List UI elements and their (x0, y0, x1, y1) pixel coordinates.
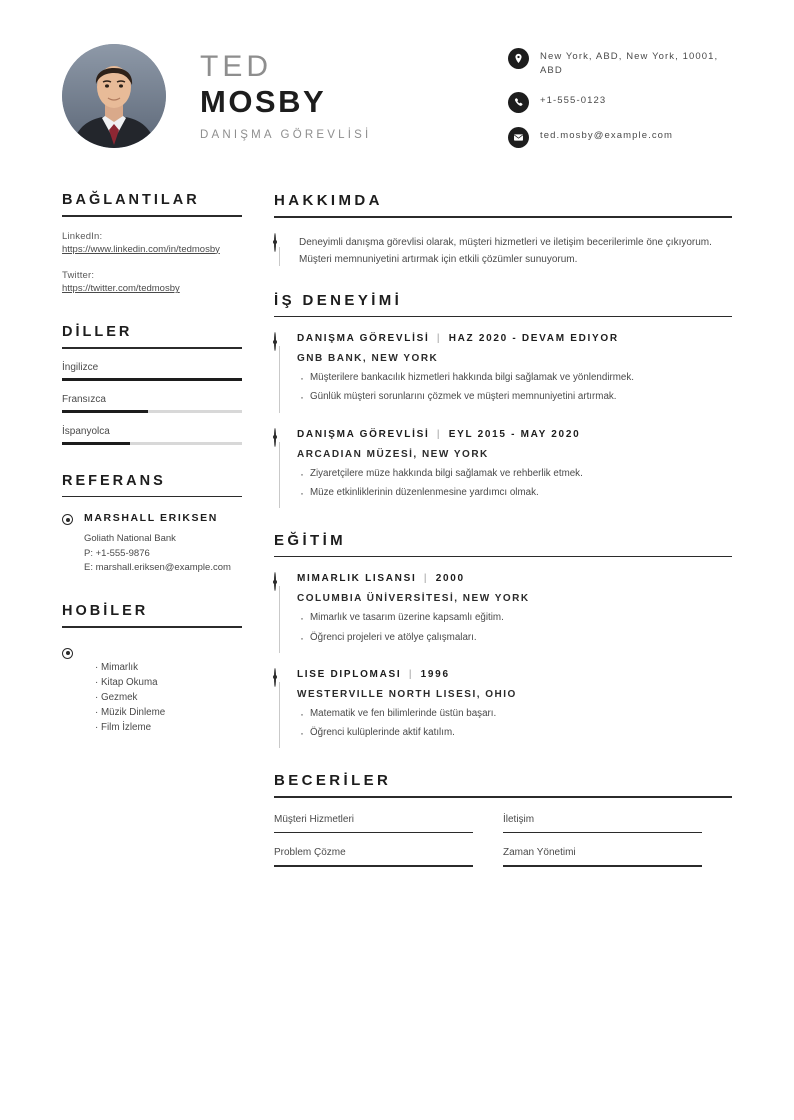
list-item: · Mimarlık ve tasarım üzerine kapsamlı eğitim. (297, 610, 732, 625)
reference-details (84, 532, 242, 575)
experience-entry (274, 429, 732, 508)
about-title: HAKKIMDA (274, 192, 383, 209)
section-education (274, 532, 732, 748)
skill-rule (274, 865, 473, 866)
skills-rule (274, 796, 732, 798)
section-reference (62, 473, 242, 575)
list-item: · Müşterilere bankacılık hizmetleri hakkında bilgi sağlamak ve yönlendirmek. (297, 370, 732, 385)
link-item (62, 270, 242, 296)
about-body (274, 234, 732, 268)
reference-company: Goliath National Bank (84, 533, 176, 545)
contact-phone: +1-555-0123 (540, 94, 607, 106)
location-pin-icon (508, 48, 529, 69)
experience-entry-body (297, 333, 732, 412)
skill-item (503, 814, 732, 833)
contact-row-email (508, 127, 732, 148)
section-hobbies (62, 603, 242, 735)
resume-header (62, 34, 732, 166)
about-marker (274, 234, 287, 268)
education-entry-body (297, 669, 732, 748)
experience-org: ARCADIAN MÜZESİ, NEW YORK (297, 448, 489, 460)
education-date: 1996 (420, 668, 450, 680)
skill-rule (503, 865, 702, 866)
list-item: · Müze etkinliklerinin düzenlenmesine yardımcı olmak. (297, 485, 732, 500)
experience-timeline (274, 333, 732, 508)
section-links (62, 192, 242, 296)
education-entry (274, 573, 732, 652)
section-languages (62, 324, 242, 445)
bullet-dot-icon (274, 668, 276, 687)
resume-body (62, 192, 732, 905)
language-name: Fransızca (62, 393, 106, 405)
experience-date: HAZ 2020 - DEVAM EDIYOR (448, 333, 619, 345)
skill-item (503, 847, 732, 866)
list-item: · Film İzleme (95, 720, 165, 735)
education-rule (274, 556, 732, 558)
education-entry (274, 669, 732, 748)
contact-row-location (508, 48, 732, 78)
links-rule (62, 215, 242, 217)
reference-name: MARSHALL ERIKSEN (84, 512, 218, 525)
right-column (274, 192, 732, 905)
list-item: · Öğrenci projeleri ve atölye çalışmaları. (297, 630, 732, 645)
timeline-marker (274, 429, 285, 508)
list-item: · Gezmek (95, 690, 165, 705)
link-label: LinkedIn: (62, 230, 103, 242)
education-bullets (297, 610, 732, 644)
experience-title: İŞ DENEYİMİ (274, 291, 403, 309)
languages-rule (62, 347, 242, 349)
list-item: · Öğrenci kulüplerinde aktif katılım. (297, 725, 732, 740)
list-item: · Kitap Okuma (95, 675, 165, 690)
reference-title: REFERANS (62, 472, 166, 489)
skill-item (274, 847, 503, 866)
last-name: MOSBY (200, 83, 327, 119)
education-heading: LISE DIPLOMASI | 1996 (297, 668, 450, 680)
contact-block (508, 44, 732, 148)
hobbies-body (62, 646, 242, 736)
bullet-dot-icon (274, 572, 276, 591)
phone-icon (508, 92, 529, 113)
reference-email: E: marshall.eriksen@example.com (84, 561, 231, 573)
list-item: · Ziyaretçilere müze hakkında bilgi sağlamak ve rehberlik etmek. (297, 466, 732, 481)
experience-entry-body (297, 429, 732, 508)
reference-phone: P: +1-555-9876 (84, 547, 150, 559)
job-title: DANIŞMA GÖREVLİSİ (200, 128, 372, 141)
experience-bullets (297, 466, 732, 500)
skill-name: İletişim (503, 813, 535, 825)
skills-title: BECERİLER (274, 772, 392, 790)
skill-rule (274, 832, 473, 833)
language-name: İngilizce (62, 361, 99, 373)
language-item (62, 362, 242, 381)
education-school: COLUMBIA ÜNİVERSİTESİ, NEW YORK (297, 593, 530, 605)
list-item: · Matematik ve fen bilimlerinde üstün başarı. (297, 706, 732, 721)
bullet-dot-icon (62, 648, 73, 659)
section-about (274, 192, 732, 268)
list-item: · Müzik Dinleme (95, 705, 165, 720)
reference-entry (62, 512, 242, 525)
experience-bullets (297, 370, 732, 404)
experience-rule (274, 316, 732, 318)
experience-heading: DANIŞMA GÖREVLİSİ | EYL 2015 - MAY 2020 (297, 428, 581, 440)
name-block (200, 51, 458, 140)
languages-title: DİLLER (62, 324, 133, 341)
education-school: WESTERVILLE NORTH LISESI, OHIO (297, 688, 517, 700)
contact-location: New York, ABD, New York, 10001, ABD (540, 51, 719, 76)
skill-rule (503, 832, 702, 833)
experience-date: EYL 2015 - MAY 2020 (448, 428, 581, 440)
language-level-bar (62, 442, 242, 445)
bullet-dot-icon (274, 332, 276, 351)
section-experience (274, 292, 732, 508)
list-item: · Mimarlık (95, 660, 165, 675)
experience-heading: DANIŞMA GÖREVLİSİ | HAZ 2020 - DEVAM EDIYOR (297, 333, 619, 345)
bullet-dot-icon (274, 233, 276, 252)
language-level-bar (62, 378, 242, 381)
timeline-marker (274, 333, 285, 412)
contact-row-phone (508, 92, 732, 113)
education-bullets (297, 706, 732, 740)
avatar-photo (62, 44, 166, 148)
experience-role: DANIŞMA GÖREVLİSİ (297, 333, 430, 345)
hobby-list (95, 660, 165, 736)
links-title: BAĞLANTILAR (62, 192, 200, 208)
link-label: Twitter: (62, 270, 95, 282)
envelope-icon (508, 127, 529, 148)
language-item (62, 426, 242, 445)
education-heading: MIMARLIK LISANSI | 2000 (297, 573, 465, 585)
skills-grid (274, 814, 732, 881)
experience-role: DANIŞMA GÖREVLİSİ (297, 428, 430, 440)
education-degree: MIMARLIK LISANSI (297, 573, 417, 585)
list-item: · Günlük müşteri sorunlarını çözmek ve müşteri memnuniyetini artırmak. (297, 389, 732, 404)
first-name: TED (200, 50, 272, 84)
timeline-marker (274, 669, 285, 748)
language-item (62, 394, 242, 413)
education-title: EĞİTİM (274, 531, 347, 549)
timeline-marker (274, 573, 285, 652)
linkedin-link[interactable]: https://www.linkedin.com/in/tedmosby (62, 243, 220, 255)
skill-name: Problem Çözme (274, 847, 346, 859)
bullet-dot-icon (62, 514, 73, 525)
language-level-bar (62, 410, 242, 413)
hobbies-rule (62, 626, 242, 628)
link-item (62, 231, 242, 257)
hobbies-title: HOBİLER (62, 603, 149, 620)
skill-name: Müşteri Hizmetleri (274, 813, 355, 825)
education-entry-body (297, 573, 732, 652)
avatar (62, 44, 166, 148)
education-date: 2000 (435, 573, 465, 585)
skill-item (274, 814, 503, 833)
reference-rule (62, 496, 242, 498)
contact-email: ted.mosby@example.com (540, 129, 674, 141)
education-timeline (274, 573, 732, 748)
experience-org: GNB BANK, NEW YORK (297, 353, 439, 365)
education-degree: LISE DIPLOMASI (297, 668, 402, 680)
section-skills (274, 772, 732, 880)
skill-name: Zaman Yönetimi (503, 847, 576, 859)
bullet-dot-icon (274, 428, 276, 447)
about-rule (274, 216, 732, 218)
about-text: Deneyimli danışma görevlisi olarak, müşteri hizmetleri ve iletişim becerilerimle öne çıkıyorum. Müşteri memnuniyetini artırmak için etkili çözümler sunuyorum. (299, 236, 712, 265)
left-column (62, 192, 242, 905)
twitter-link[interactable]: https://twitter.com/tedmosby (62, 283, 180, 295)
language-name: İspanyolca (62, 425, 110, 437)
experience-entry (274, 333, 732, 412)
